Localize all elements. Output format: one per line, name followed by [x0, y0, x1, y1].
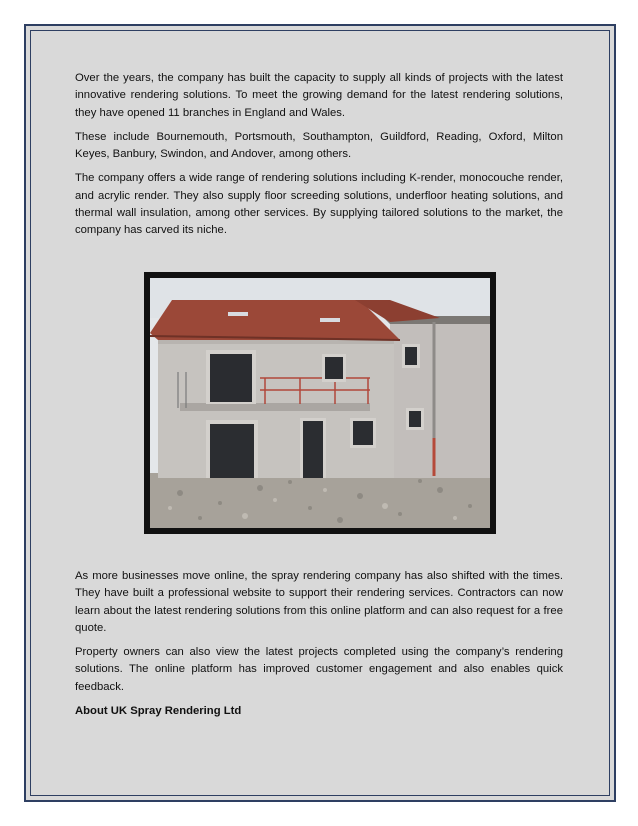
paragraph-branches: Over the years, the company has built the capacity to supply all kinds of projects with the latest innovative rendering solutions. To meet the growing demand for the latest rendering solutions, they have opened 11 branches in England and Wales.	[75, 72, 563, 119]
house-photo	[144, 272, 496, 534]
body-text-bottom	[75, 568, 563, 727]
paragraph-locations: These include Bournemouth, Portsmouth, Southampton, Guildford, Reading, Oxford, Milton Keyes, Banbury, Swindon, and Andover, among others.	[75, 130, 563, 161]
paragraph-projects: Property owners can also view the latest projects completed using the company’s rendering solutions. The online platform has improved customer engagement and also enables quick feedback.	[75, 646, 563, 693]
rendered-house-image	[150, 278, 490, 528]
body-text-top	[75, 70, 563, 247]
paragraph-services: The company offers a wide range of rendering solutions including K-render, monocouche render, and acrylic render. They also supply floor screeding solutions, underfloor heating solutions, and thermal wall insulation, among other services. By supplying tailored solutions to the market, the company has carved its niche.	[75, 172, 563, 237]
paragraph-online: As more businesses move online, the spray rendering company has also shifted with the times. They have built a professional website to support their rendering services. Contractors can now learn about the latest rendering solutions from this online platform and can also request for a free quote.	[75, 570, 563, 634]
section-heading: About UK Spray Rendering Ltd	[75, 705, 242, 718]
